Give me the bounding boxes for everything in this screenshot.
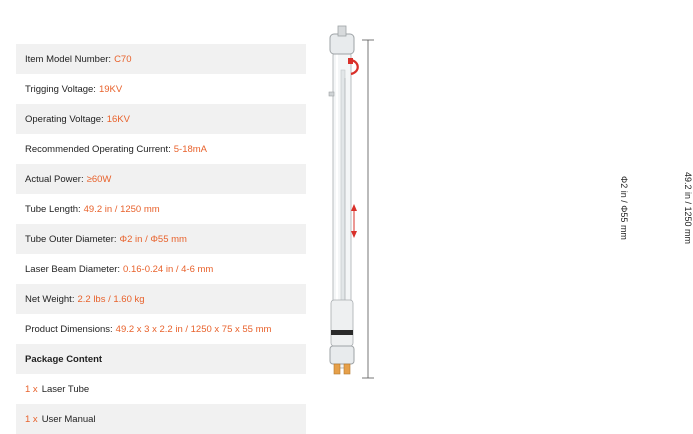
spec-value: 19KV — [98, 83, 123, 95]
spec-label: Operating Voltage: — [25, 113, 104, 125]
spec-label: Tube Outer Diameter: — [25, 233, 117, 245]
spec-value: 16KV — [106, 113, 130, 125]
laser-tube-illustration — [306, 0, 416, 416]
spec-row-actual-power — [16, 164, 306, 194]
top-nozzle — [338, 26, 346, 36]
spec-label: Net Weight: — [25, 293, 75, 305]
spec-row-operating-voltage — [16, 104, 306, 134]
black-band — [331, 330, 353, 335]
spec-row-net-weight — [16, 284, 306, 314]
package-content-heading: Package Content — [25, 353, 103, 365]
water-inlet-nozzle — [329, 92, 334, 96]
spec-value: 0.16-0.24 in / 4-6 mm — [123, 263, 214, 275]
spec-table — [16, 44, 306, 434]
diameter-arrow-up-icon — [351, 204, 357, 211]
package-item-qty: 1 x — [25, 383, 38, 395]
diameter-arrow-down-icon — [351, 231, 357, 238]
spec-label: Tube Length: — [25, 203, 81, 215]
package-item-name: Laser Tube — [41, 383, 90, 395]
package-content-heading-row — [16, 344, 306, 374]
package-item-laser-tube — [16, 374, 306, 404]
package-item-qty: 1 x — [25, 413, 38, 425]
spec-label: Trigging Voltage: — [25, 83, 96, 95]
spec-row-outer-diameter — [16, 224, 306, 254]
spec-label: Actual Power: — [25, 173, 84, 185]
spec-label: Laser Beam Diameter: — [25, 263, 121, 275]
spec-value: 5-18mA — [173, 143, 208, 155]
spec-label: Recommended Operating Current: — [25, 143, 171, 155]
spec-value: 49.2 x 3 x 2.2 in / 1250 x 75 x 55 mm — [115, 323, 272, 335]
spec-value: 49.2 in / 1250 mm — [83, 203, 160, 215]
spec-label: Product Dimensions: — [25, 323, 113, 335]
diameter-dimension-label: Φ2 in / Φ55 mm — [619, 176, 629, 240]
bottom-sleeve — [331, 300, 353, 346]
output-terminal-left — [334, 364, 340, 374]
spec-value: ≥60W — [86, 173, 112, 185]
spec-row-beam-diameter — [16, 254, 306, 284]
top-end-cap — [330, 34, 354, 54]
spec-row-trigging-voltage — [16, 74, 306, 104]
spec-row-operating-current — [16, 134, 306, 164]
spec-value: 2.2 lbs / 1.60 kg — [77, 293, 145, 305]
spec-label: Item Model Number: — [25, 53, 112, 65]
package-item-name: User Manual — [41, 413, 96, 425]
output-terminal-right — [344, 364, 350, 374]
length-dimension-label: 49.2 in / 1250 mm — [683, 171, 693, 245]
red-electrode-clip — [348, 58, 353, 64]
bottom-end-cap — [330, 346, 354, 364]
package-item-user-manual — [16, 404, 306, 434]
laser-tube-figure — [306, 0, 693, 416]
spec-row-dimensions — [16, 314, 306, 344]
spec-row-model — [16, 44, 306, 74]
spec-value: C70 — [114, 53, 132, 65]
spec-row-tube-length — [16, 194, 306, 224]
spec-value: Φ2 in / Φ55 mm — [119, 233, 187, 245]
